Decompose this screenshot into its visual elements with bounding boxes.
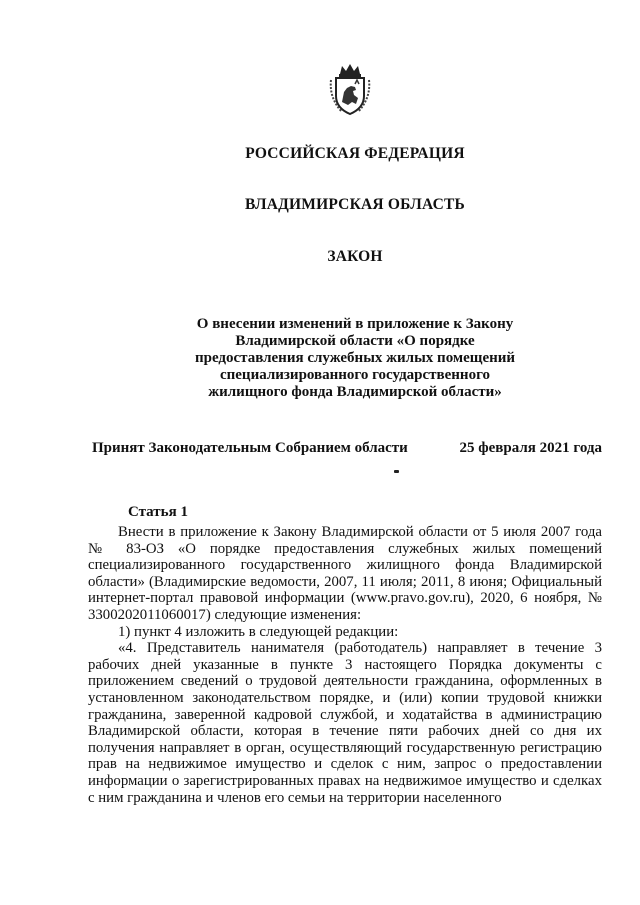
law-title-line: О внесении изменений в приложение к Закону [196, 316, 514, 332]
article-paragraph: Внести в приложение к Закону Владимирской области от 5 июля 2007 года № 83-ОЗ «О порядке предоставления служебных жилых помещений специализированного государственного жилищного фонда Владимирской области» (Владимирские ведомости, 2007, 11 июля; 2011, 8 июня; Официальный интернет-портал правовой информации (www.pravo.gov.ru), 2020, 6 ноября, № 3300202011060017) следующие изменения: [88, 524, 602, 623]
adoption-date: 25 февраля 2021 года [459, 440, 602, 456]
adoption-label: Принят Законодательным Собранием области [92, 440, 408, 456]
law-title-line: специализированного государственного [219, 367, 491, 383]
article-paragraph: «4. Представитель нанимателя (работодатель) направляет в течение 3 рабочих дней указанные в пункте 3 настоящего Порядка документы с приложением сведений о трудовой деятельности гражданина, оформленных в установленном законодательством порядке, и (или) копии трудовой книжки гражданина, заверенной кадровой службой, и ходатайства в администрацию Владимирской области, которая в течение пяти рабочих дней со дня их получения направляет в орган, осуществляющий государственную регистрацию прав на недвижимое имущество и сделок с ним, запрос о предоставлении информации о зарегистрированных правах на недвижимое имущество и сделках с ним гражданина и членов его семьи на территории населенного [88, 640, 602, 806]
coat-of-arms-icon [328, 62, 372, 116]
law-title [180, 316, 530, 401]
document-type-heading: ЗАКОН [327, 248, 383, 265]
region-heading: ВЛАДИМИРСКАЯ ОБЛАСТЬ [245, 196, 465, 213]
article-title: Статья 1 [128, 504, 188, 520]
scan-mark [394, 470, 399, 473]
country-heading: РОССИЙСКАЯ ФЕДЕРАЦИЯ [245, 145, 465, 162]
law-title-line: жилищного фонда Владимирской области» [208, 384, 502, 400]
article-body [88, 524, 602, 806]
law-title-line: Владимирской области «О порядке [235, 333, 475, 349]
article-paragraph: 1) пункт 4 изложить в следующей редакции: [118, 623, 399, 640]
law-title-line: предоставления служебных жилых помещений [194, 350, 516, 366]
